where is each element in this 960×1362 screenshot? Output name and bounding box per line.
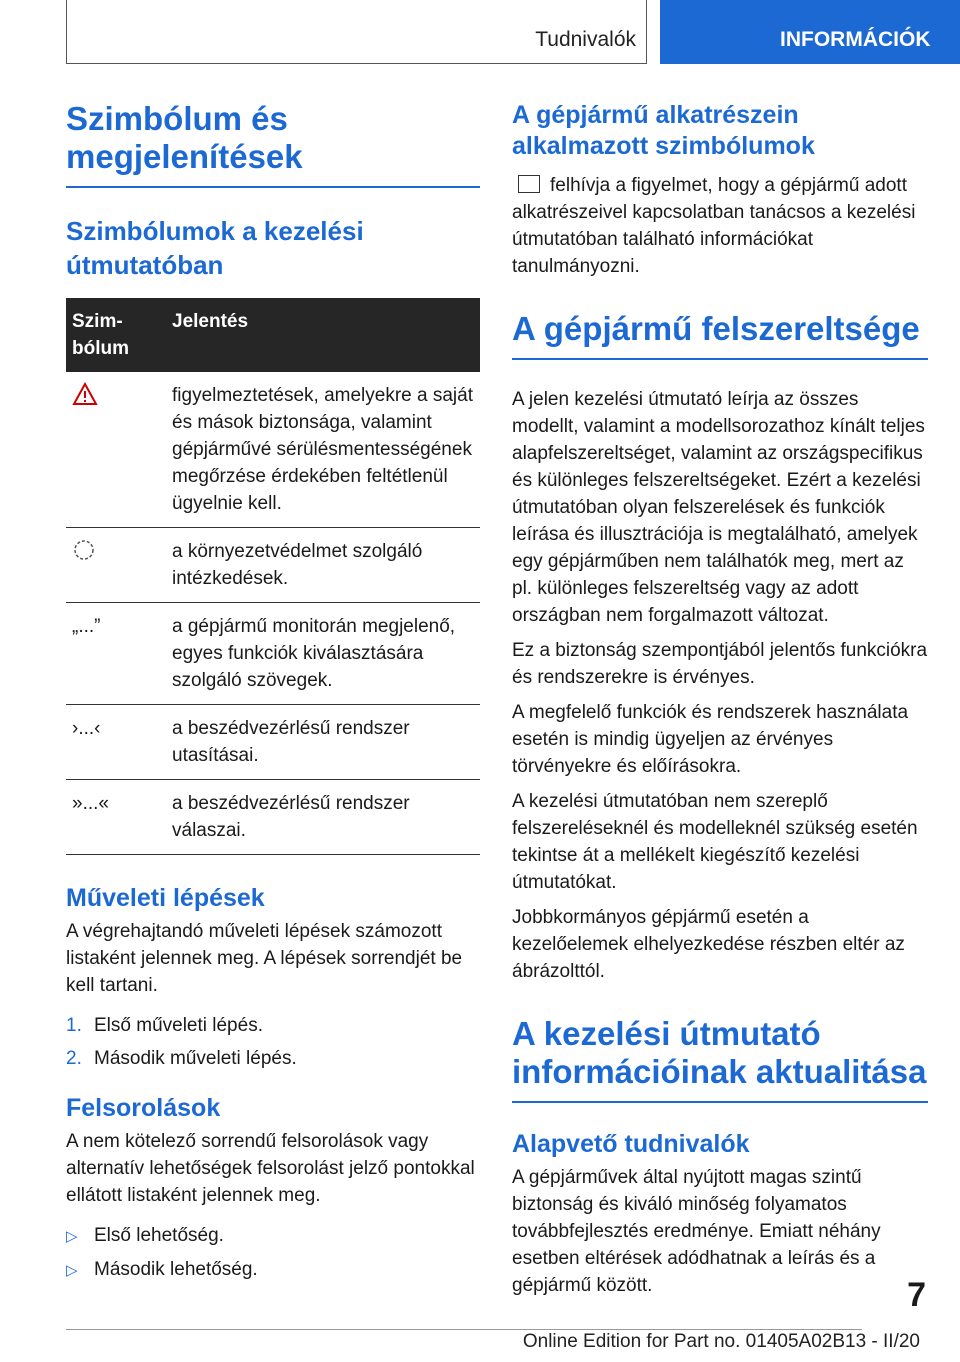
step-text: Első műveleti lépés. [94,1015,263,1036]
step-number: 2. [66,1048,82,1069]
row-symbol: ›...‹ [66,705,166,780]
heading-equipment: A gépjármű felszereltsége [512,310,928,360]
row-meaning: figyelmeztetések, amelyekre a saját és mások biztonsága, valamint gépjárművé sérülésmentességének megőrzése érdekében feltétlenül ügyelnie kell. [166,372,480,528]
bullet-text: Első lehetőség. [94,1225,224,1246]
warning-icon [66,372,166,528]
vehicle-symbols-paragraph: felhívja a figyelmet, hogy a gépjármű adott alkatrészeivel kapcsolatban tanácsos a kezelési útmutatóban található információkat tanulmányozni. [512,175,916,277]
heading-lists: Felsorolások [66,1094,221,1122]
heading-symbols-in-manual: Szimbólumok a kezelési útmutatóban [66,216,364,280]
equipment-paragraph-3: A megfelelő funkciók és rendszerek használata esetén is mindig ügyeljen az érvényes törvényekre és előírásokra. [512,702,909,777]
equipment-paragraph-5: Jobbkormányos gépjármű esetén a kezelőelemek elhelyezkedése részben eltér az ábrázolttól. [512,907,905,982]
right-column [512,100,928,1307]
row-symbol: »...« [66,780,166,855]
environment-icon [66,528,166,603]
heading-symbols: Szimbólum és megjelenítések [66,100,480,188]
header-section-title: Tudnivalók [535,28,636,51]
triangle-bullet-icon: ▷ [66,1228,78,1245]
row-symbol: „...” [66,603,166,705]
col-meaning-header: Jelentés [166,298,480,372]
list-item [66,1009,480,1042]
row-meaning: a beszédvezérlésű rendszer utasításai. [166,705,480,780]
symbol-table [66,298,480,855]
equipment-paragraph-2: Ez a biztonság szempontjából jelentős funkciókra és rendszerekre is érvényes. [512,640,928,688]
col-symbol-header: Szim-bólum [66,298,166,372]
heading-basics: Alapvető tudnivalók [512,1130,750,1158]
steps-paragraph: A végrehajtandó műveleti lépések számozott listaként jelennek meg. A lépések sorrendjét be kell tartani. [66,921,463,996]
bullet-list [66,1219,480,1287]
row-meaning: a környezetvédelmet szolgáló intézkedések. [166,528,480,603]
row-meaning: a gépjármű monitorán megjelenő, egyes funkciók kiválasztására szolgáló szövegek. [166,603,480,705]
table-row [66,705,480,780]
footer-edition: Online Edition for Part no. 01405A02B13 - II/20 [522,1331,920,1352]
table-row [66,780,480,855]
heading-manual-currency: A kezelési útmutató információinak aktualitása [512,1015,928,1103]
page-number: 7 [907,1276,926,1314]
list-item [66,1253,480,1287]
heading-steps: Műveleti lépések [66,884,265,912]
step-number: 1. [66,1015,82,1036]
basics-paragraph: A gépjárművek által nyújtott magas szintű biztonság és kiváló minőség folyamatos továbbfejlesztés eredménye. Emiatt néhány esetben eltérések adódhatnak a leírás és a gépjármű között. [512,1167,881,1296]
equipment-paragraph-1: A jelen kezelési útmutató leírja az összes modellt, valamint a modellsorozathoz kínált teljes alapfelszereltséget, valamint az országspecifikus és különleges felszereltségeket. Ezért a kezelési útmutatóban olyan felszerelések és funkciók leírása és illusztrációja is megtalálható, amelyek egy gépjárműben nem találhatók meg, mert az pl. különleges felszereltség vagy az adott országban nem forgalmazott változat. [512,389,925,626]
table-row [66,603,480,705]
bullet-text: Második lehetőség. [94,1259,258,1280]
equipment-paragraph-4: A kezelési útmutatóban nem szereplő felszereléseknél és modelleknél szükség esetén tekintse át a mellékelt kiegészítő kezelési útmutatókat. [512,791,918,893]
list-item [66,1219,480,1253]
triangle-bullet-icon: ▷ [66,1262,78,1279]
tab-informaciok[interactable]: INFORMÁCIÓK [660,0,960,64]
manual-book-icon [518,175,540,193]
footer-divider [66,1329,862,1330]
left-column [66,100,480,1305]
row-meaning: a beszédvezérlésű rendszer válaszai. [166,780,480,855]
table-row [66,528,480,603]
steps-list [66,1009,480,1075]
list-item [66,1042,480,1075]
heading-vehicle-symbols: A gépjármű alkatrészein alkalmazott szimbólumok [512,101,815,160]
table-row [66,372,480,528]
lists-paragraph: A nem kötelező sorrendű felsorolások vagy alternatív lehetőségek felsorolást jelző pontokkal ellátott listaként jelennek meg. [66,1131,475,1206]
step-text: Második műveleti lépés. [94,1048,297,1069]
